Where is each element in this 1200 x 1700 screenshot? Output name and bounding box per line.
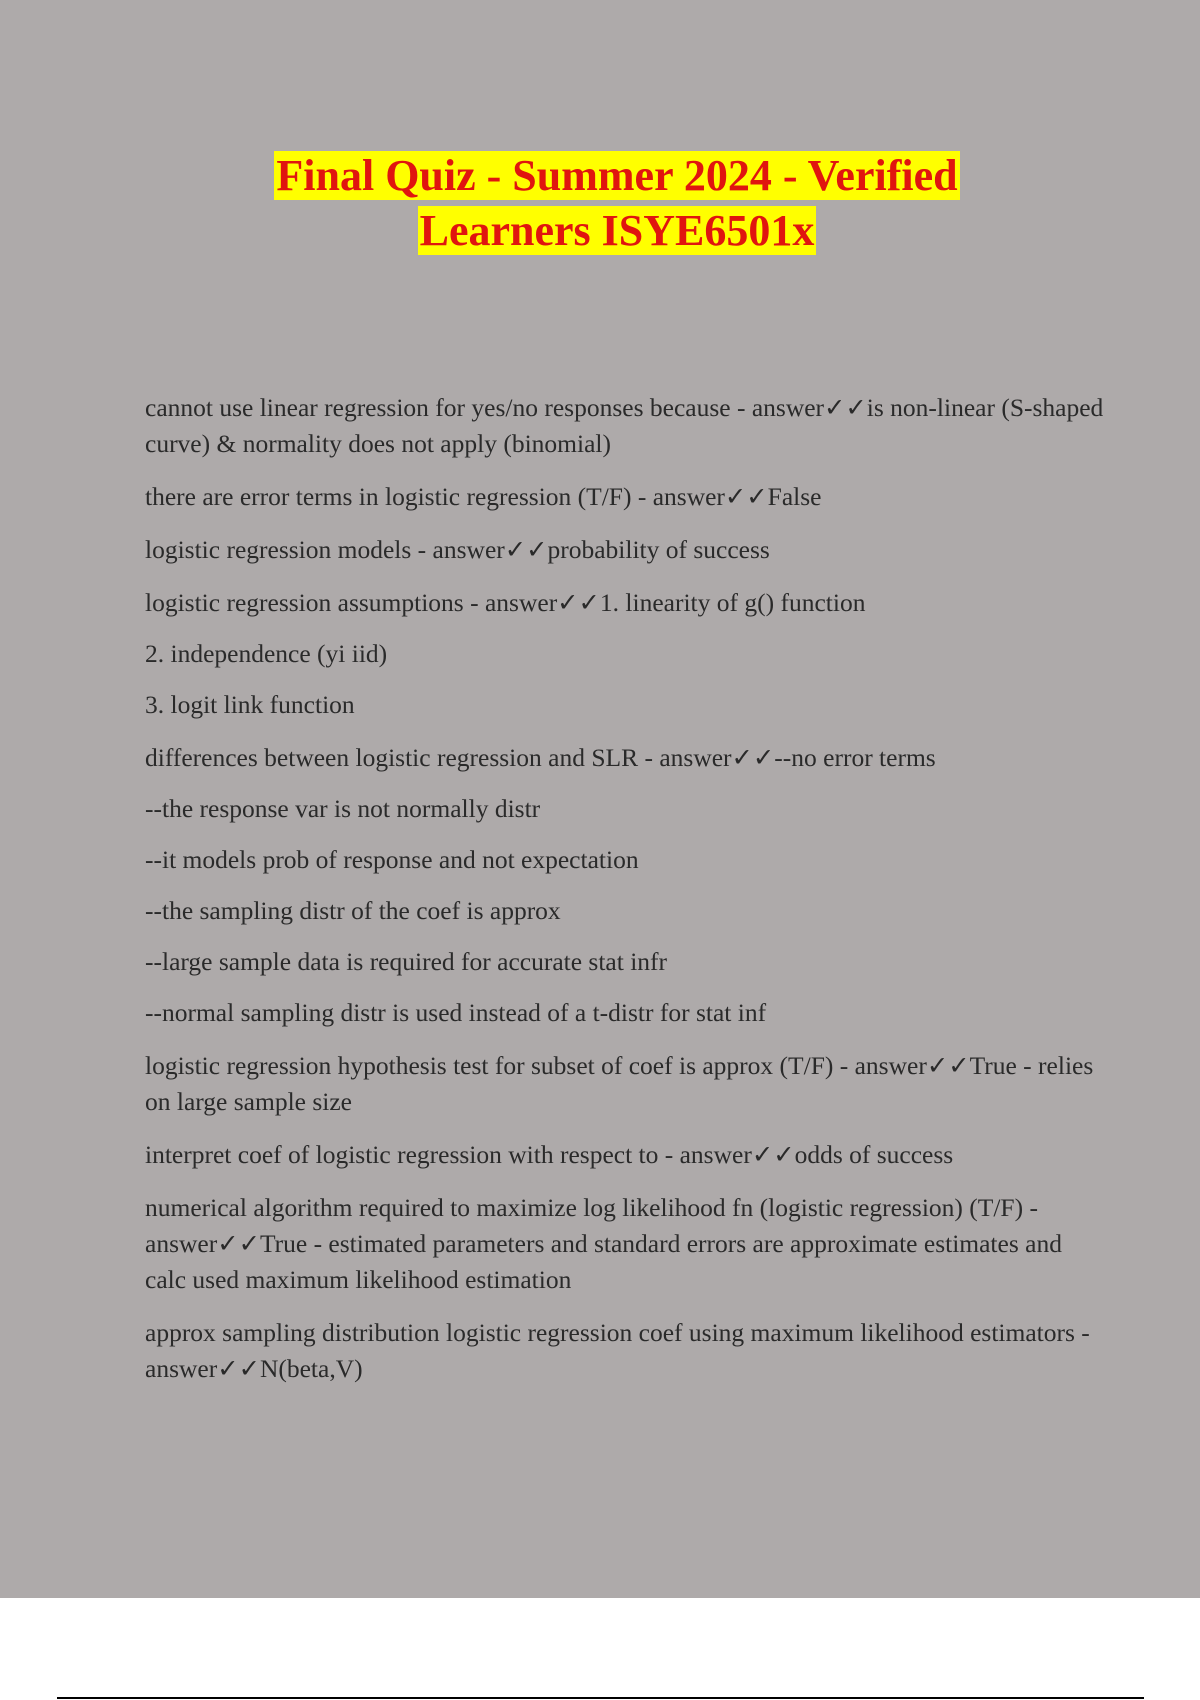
qa-item-continuation: --large sample data is required for accurate stat infr — [145, 947, 668, 976]
footer-rule — [57, 1697, 1144, 1699]
qa-item: numerical algorithm required to maximize log likelihood fn (logistic regression) (T/F) - answer✓✓True - estimated parameters and standard errors are approximate estimates and calc used maximum likelihood estimation — [145, 1193, 1062, 1294]
qa-item-continuation: --it models prob of response and not expectation — [145, 845, 639, 874]
qa-item: cannot use linear regression for yes/no responses because - answer✓✓is non-linear (S-shaped curve) & normality does not apply (binomial) — [145, 393, 1104, 458]
qa-item: differences between logistic regression and SLR - answer✓✓--no error terms — [145, 743, 936, 772]
title-line-1: Final Quiz - Summer 2024 - Verified — [276, 151, 958, 200]
qa-item: approx sampling distribution logistic regression coef using maximum likelihood estimators - answer✓✓N(beta,V) — [145, 1318, 1090, 1383]
qa-item-continuation: --the response var is not normally distr — [145, 794, 541, 823]
qa-item-continuation: --the sampling distr of the coef is approx — [145, 896, 561, 925]
document-title — [0, 148, 1200, 258]
qa-item-continuation: 2. independence (yi iid) — [145, 639, 388, 668]
qa-list — [145, 390, 1105, 1404]
qa-item: logistic regression hypothesis test for subset of coef is approx (T/F) - answer✓✓True - relies on large sample size — [145, 1051, 1094, 1116]
qa-item: interpret coef of logistic regression with respect to - answer✓✓odds of success — [145, 1140, 954, 1169]
qa-item: logistic regression models - answer✓✓probability of success — [145, 535, 770, 564]
title-line-2: Learners ISYE6501x — [419, 206, 815, 255]
qa-item-continuation: --normal sampling distr is used instead of a t-distr for stat inf — [145, 998, 767, 1027]
qa-item-continuation: 3. logit link function — [145, 690, 355, 719]
qa-item: logistic regression assumptions - answer✓✓1. linearity of g() function — [145, 588, 866, 617]
qa-item: there are error terms in logistic regression (T/F) - answer✓✓False — [145, 482, 822, 511]
